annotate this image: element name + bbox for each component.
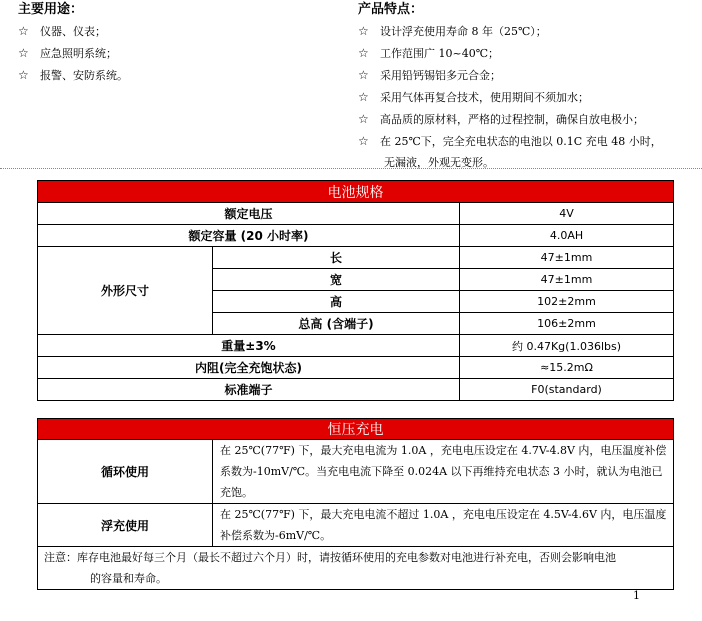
weight-label: 重量±3% (38, 335, 460, 357)
total-height-label: 总高 (含端子) (213, 313, 460, 335)
spec-title: 电池规格 (38, 181, 674, 203)
float-use-label: 浮充使用 (38, 504, 213, 547)
storage-note-line: 注意：库存电池最好每三个月（最长不超过六个月）时，请按循环使用的充电参数对电池进行补充电，否则会影响电池 (44, 551, 616, 564)
table-row (38, 379, 674, 401)
star-icon: ☆ (358, 24, 369, 38)
terminal-value: F0(standard) (460, 379, 674, 401)
cycle-use-label: 循环使用 (38, 440, 213, 504)
star-icon: ☆ (358, 134, 369, 148)
star-icon: ☆ (18, 24, 29, 38)
uses-item: ☆ 应急照明系统； (18, 46, 117, 60)
rated-voltage-value: 4V (460, 203, 674, 225)
width-label: 宽 (213, 269, 460, 291)
feature-item: ☆ 高品质的原材料，严格的过程控制，确保自放电极小； (358, 112, 644, 126)
width-value: 47±1mm (460, 269, 674, 291)
star-icon: ☆ (358, 112, 369, 126)
table-row (38, 440, 674, 504)
charge-table (37, 418, 674, 590)
table-row (38, 203, 674, 225)
feature-item: ☆ 采用铅钙锡铝多元合金； (358, 68, 501, 82)
terminal-label: 标准端子 (38, 379, 460, 401)
divider (0, 168, 702, 169)
table-row (38, 225, 674, 247)
feature-item: ☆ 工作范围广 10~40℃； (358, 46, 500, 60)
charge-title: 恒压充电 (38, 419, 674, 440)
features-heading: 产品特点： (358, 2, 424, 17)
table-row (38, 504, 674, 547)
uses-item: ☆ 仪器、仪表； (18, 24, 106, 38)
star-icon: ☆ (18, 46, 29, 60)
page-number: 1 (633, 589, 640, 602)
rated-capacity-value: 4.0AH (460, 225, 674, 247)
table-row (38, 335, 674, 357)
total-height-value: 106±2mm (460, 313, 674, 335)
float-use-text: 在 25℃(77℉) 下，最大充电电流不超过 1.0A ，充电电压设定在 4.5V-4.6V 内，电压温度补偿系数为-6mV/℃。 (213, 504, 674, 547)
table-row (38, 247, 674, 269)
height-value: 102±2mm (460, 291, 674, 313)
weight-value: 约 0.47Kg(1.036lbs) (460, 335, 674, 357)
storage-note-line: 的容量和寿命。 (90, 572, 167, 585)
resistance-label: 内阻(完全充饱状态) (38, 357, 460, 379)
feature-item: ☆ 采用气体再复合技术，使用期间不须加水； (358, 90, 589, 104)
star-icon: ☆ (358, 68, 369, 82)
spec-table (37, 180, 674, 401)
table-row (38, 357, 674, 379)
star-icon: ☆ (358, 90, 369, 104)
uses-item: ☆ 报警、安防系统。 (18, 68, 128, 82)
table-row (38, 547, 674, 590)
resistance-value: ≈15.2mΩ (460, 357, 674, 379)
star-icon: ☆ (358, 46, 369, 60)
cycle-use-text: 在 25℃(77℉) 下，最大充电电流为 1.0A ，充电电压设定在 4.7V-4.8V 内，电压温度补偿系数为-10mV/℃。当充电电流下降至 0.024A 以下再维持充电状态 3 小时，就认为电池已充饱。 (213, 440, 674, 504)
dimensions-label: 外形尺寸 (38, 247, 213, 335)
feature-item: ☆ 设计浮充使用寿命 8 年（25℃）； (358, 24, 547, 38)
star-icon: ☆ (18, 68, 29, 82)
uses-heading: 主要用途： (18, 2, 84, 17)
length-value: 47±1mm (460, 247, 674, 269)
feature-item: ☆ 在 25℃下，完全充电状态的电池以 0.1C 充电 48 小时， (358, 134, 662, 148)
feature-item-continuation: 无漏液，外观无变形。 (384, 156, 494, 169)
height-label: 高 (213, 291, 460, 313)
storage-note (38, 547, 674, 590)
rated-capacity-label: 额定容量 (20 小时率) (38, 225, 460, 247)
length-label: 长 (213, 247, 460, 269)
rated-voltage-label: 额定电压 (38, 203, 460, 225)
